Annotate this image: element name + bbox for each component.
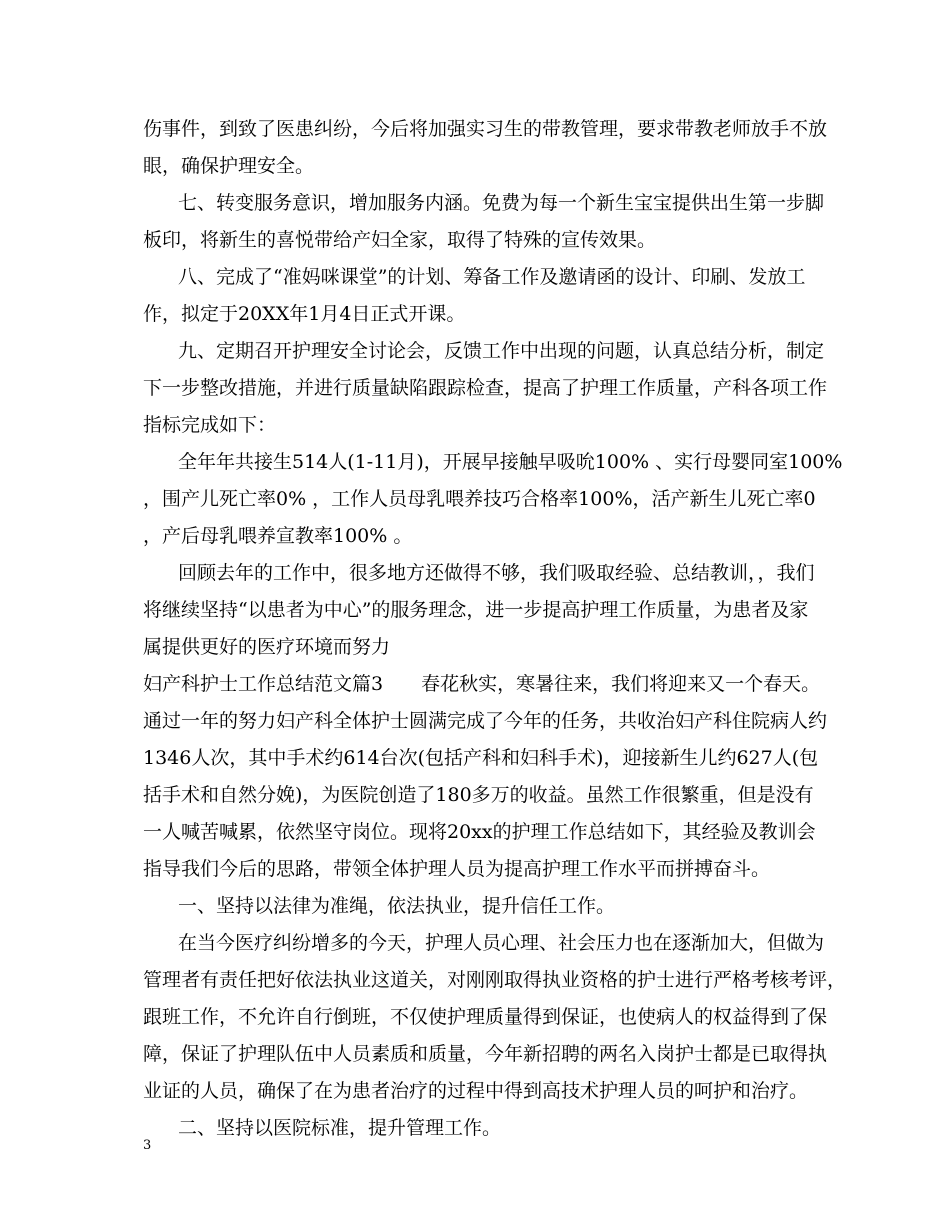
paragraph-start-line: 九、定期召开护理安全讨论会，反馈工作中出现的问题，认真总结分析，制定	[178, 340, 825, 362]
paragraph-start-line: 回顾去年的工作中，很多地方还做得不够，我们吸取经验、总结教训，，我们	[178, 562, 815, 584]
section-title-line: 妇产科护士工作总结范文篇3 春花秋实，寒暑往来，我们将迎来又一个春天。	[143, 673, 821, 695]
body-line: 1346人次，其中手术约614台次(包括产科和妇科手术)，迎接新生儿约627人(包	[143, 747, 819, 769]
body-line: 跟班工作，不允许自行倒班，不仅使护理质量得到保证，也使病人的权益得到了保	[143, 1006, 828, 1028]
body-line: ，围产儿死亡率0% ，工作人员母乳喂养技巧合格率100%，活产新生儿死亡率0	[143, 488, 816, 510]
paragraph-start-line: 八、完成了“准妈咪课堂”的计划、筹备工作及邀请函的设计、印刷、发放工	[178, 266, 806, 288]
body-line: 括手术和自然分娩)，为医院创造了180多万的收益。虽然工作很繁重，但是没有	[143, 784, 814, 806]
body-line: 通过一年的努力妇产科全体护士圆满完成了今年的任务，共收治妇产科住院病人约	[143, 710, 828, 732]
body-line: 板印，将新生的喜悦带给产妇全家，取得了特殊的宣传效果。	[143, 229, 657, 251]
paragraph-start-line: 在当今医疗纠纷增多的今天，护理人员心理、社会压力也在逐渐加大，但做为	[178, 932, 825, 954]
body-line: 管理者有责任把好依法执业这道关，对刚刚取得执业资格的护士进行严格考核考评，	[143, 969, 847, 991]
body-line: 业证的人员，确保了在为患者治疗的过程中得到高技术护理人员的呵护和治疗。	[143, 1080, 809, 1102]
body-line: 作，拟定于20XX年1月4日正式开课。	[143, 303, 466, 325]
body-line: 眼，确保护理安全。	[143, 155, 315, 177]
page-number: 3	[143, 1138, 152, 1153]
body-line: 障，保证了护理队伍中人员素质和质量，今年新招聘的两名入岗护士都是已取得执	[143, 1043, 828, 1065]
body-line: 指标完成如下：	[143, 414, 277, 436]
body-line: 将继续坚持“以患者为中心”的服务理念，进一步提高护理工作质量，为患者及家	[143, 599, 809, 621]
paragraph-start-line: 一、坚持以法律为准绳，依法执业，提升信任工作。	[178, 895, 616, 917]
body-line: 伤事件，到致了医患纠纷，今后将加强实习生的带教管理，要求带教老师放手不放	[143, 118, 828, 140]
body-line: 属提供更好的医疗环境而努力	[143, 636, 391, 658]
body-line: 下一步整改措施，并进行质量缺陷跟踪检查，提高了护理工作质量，产科各项工作	[143, 377, 828, 399]
paragraph-start-line: 七、转变服务意识，增加服务内涵。免费为每一个新生宝宝提供出生第一步脚	[178, 192, 825, 214]
body-line: ，产后母乳喂养宣教率100% 。	[143, 525, 413, 547]
body-line: 指导我们今后的思路，带领全体护理人员为提高护理工作水平而拼搏奋斗。	[143, 858, 771, 880]
paragraph-start-line: 二、坚持以医院标准，提升管理工作。	[178, 1117, 502, 1139]
paragraph-start-line: 全年年共接生514人(1-11月)，开展早接触早吸吮100% 、实行母婴同室100%	[178, 451, 843, 473]
body-line: 一人喊苦喊累，依然坚守岗位。现将20xx的护理工作总结如下，其经验及教训会	[143, 821, 816, 843]
